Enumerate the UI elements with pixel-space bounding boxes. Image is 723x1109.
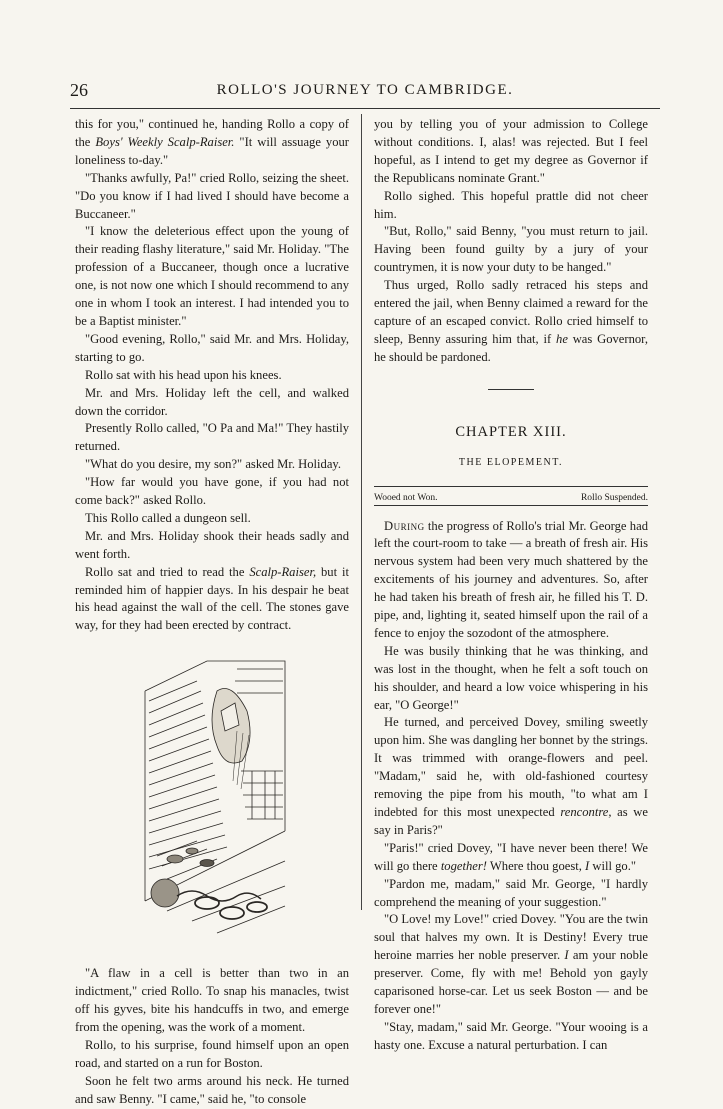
paragraph: Rollo sighed. This hopeful prattle did not cheer him. <box>374 188 648 221</box>
paragraph: "But, Rollo," said Benny, "you must return to jail. Having been found guilty by a jury of your countrymen, it is now your duty to be hanged." <box>374 224 648 275</box>
opening-word: During <box>384 518 425 533</box>
paragraph: He was busily thinking that he was thinking, and was lost in the thought, when he felt a soft touch on his shoulder, and heard a low voice whispering in his ear, "O George!" <box>374 643 648 712</box>
page-number: 26 <box>70 80 88 100</box>
synopsis-right: Rollo Suspended. <box>580 492 648 503</box>
paragraph: He turned, and perceived Dovey, smiling sweetly upon him. She was dangling her bonnet by the strings. It was trimmed with orange-flowers and peel. "Madam," said he, with old-fashioned courtesy removing the pipe from his mouth, "to what am I indebted for this most unexpected rencontre, as we say in Paris?" <box>374 715 648 837</box>
paragraph: you by telling you of your admission to College without conditions. I, alas! was rejected. But I feel hopeful, as I intend to get my degree as Governor if the Republicans nominate Grant." <box>374 117 648 185</box>
paragraph: "I know the deleterious effect upon the young of their reading flashy literature," said Mr. Holiday. "The profession of a Buccaneer, though once a lucrative one, is not now one which I should recommend to any one in whom I took an interest. I had intended you to be a Baptist minister." <box>75 224 349 328</box>
paragraph: Presently Rollo called, "O Pa and Ma!" They hastily returned. <box>75 421 349 454</box>
paragraph: "A flaw in a cell is better than two in an indictment," cried Rollo. To snap his manacles, twist off his gyves, bite his handcuffs in two, and emerge from the opening, was the work of a moment. <box>75 966 349 1034</box>
paragraph: "O Love! my Love!" cried Dovey. "You are the twin soul that halves my own. It is Destiny! Every true heroine marries her noble preserver. I am your noble preserver. Come, fly with me! Behold yon gayly caparisoned horse-car. Let us seek Boston — and be forever one!" <box>374 912 648 1016</box>
paragraph: this for you," continued he, handing Rollo a copy of the Boys' Weekly Scalp-Raiser. "It will assuage your loneliness to-day." <box>75 117 349 167</box>
paragraph: "Thanks awfully, Pa!" cried Rollo, seizing the sheet. "Do you know if I had lived I should have become a Buccaneer." <box>75 170 349 221</box>
dungeon-illustration <box>137 651 287 951</box>
paragraph: Rollo sat and tried to read the Scalp-Raiser, but it reminded him of happier days. In his despair he beat his head against the wall of the cell. The stones gave way, for they had been erected by contract. <box>75 564 349 633</box>
running-title: ROLLO'S JOURNEY TO CAMBRIDGE. <box>216 82 514 98</box>
paragraph: "How far would you have gone, if you had not come back?" asked Rollo. <box>75 475 349 508</box>
chapter-subtitle: THE ELOPEMENT. <box>458 456 564 468</box>
paragraph: "Paris!" cried Dovey, "I have never been there! We will go there together! Where thou goest, I will go." <box>374 840 648 873</box>
paragraph: "Stay, madam," said Mr. George. "Your wooing is a hasty one. Excuse a natural perturbation. I can <box>374 1019 648 1052</box>
paragraph: Mr. and Mrs. Holiday shook their heads sadly and went forth. <box>75 528 349 561</box>
chapter-synopsis <box>374 486 648 506</box>
header-rule <box>70 108 660 109</box>
paragraph: Thus urged, Rollo sadly retraced his steps and entered the jail, when Benny claimed a reward for the capture of an escaped convict. Rollo cried himself to sleep, Benny assuring him that, if he was Governor, he should be pardoned. <box>374 278 648 364</box>
section-rule <box>488 389 534 390</box>
paragraph: Soon he felt two arms around his neck. He turned and saw Benny. "I came," said he, "to console <box>75 1073 349 1106</box>
chapter-title: CHAPTER XIII. <box>455 423 567 440</box>
paragraph: Rollo, to his surprise, found himself upon an open road, and started on a run for Boston. <box>75 1037 349 1070</box>
paragraph: "Good evening, Rollo," said Mr. and Mrs. Holiday, starting to go. <box>75 331 349 364</box>
paragraph: During the progress of Rollo's trial Mr. George had left the court-room to take — a breath of fresh air. His nervous system had been very much shattered by the excitements of his journey and adventures. So, after he had taken his breath of fresh air, he filled his T. D. pipe, and, lighting it, seated himself upon the rail of a fence to enjoy the sozodont of the atmosphere. <box>374 518 648 640</box>
paragraph: "Pardon me, madam," said Mr. George, "I hardly comprehend the meaning of your suggestion." <box>374 876 648 909</box>
paragraph: Rollo sat with his head upon his knees. <box>85 367 282 382</box>
paragraph: This Rollo called a dungeon sell. <box>85 510 251 525</box>
synopsis-left: Wooed not Won. <box>374 492 438 503</box>
column-divider <box>361 114 362 910</box>
right-column <box>374 116 648 1055</box>
left-column <box>75 116 349 1109</box>
paragraph: Mr. and Mrs. Holiday left the cell, and walked down the corridor. <box>75 385 349 418</box>
page-header <box>70 80 660 104</box>
paragraph: "What do you desire, my son?" asked Mr. Holiday. <box>85 457 342 472</box>
